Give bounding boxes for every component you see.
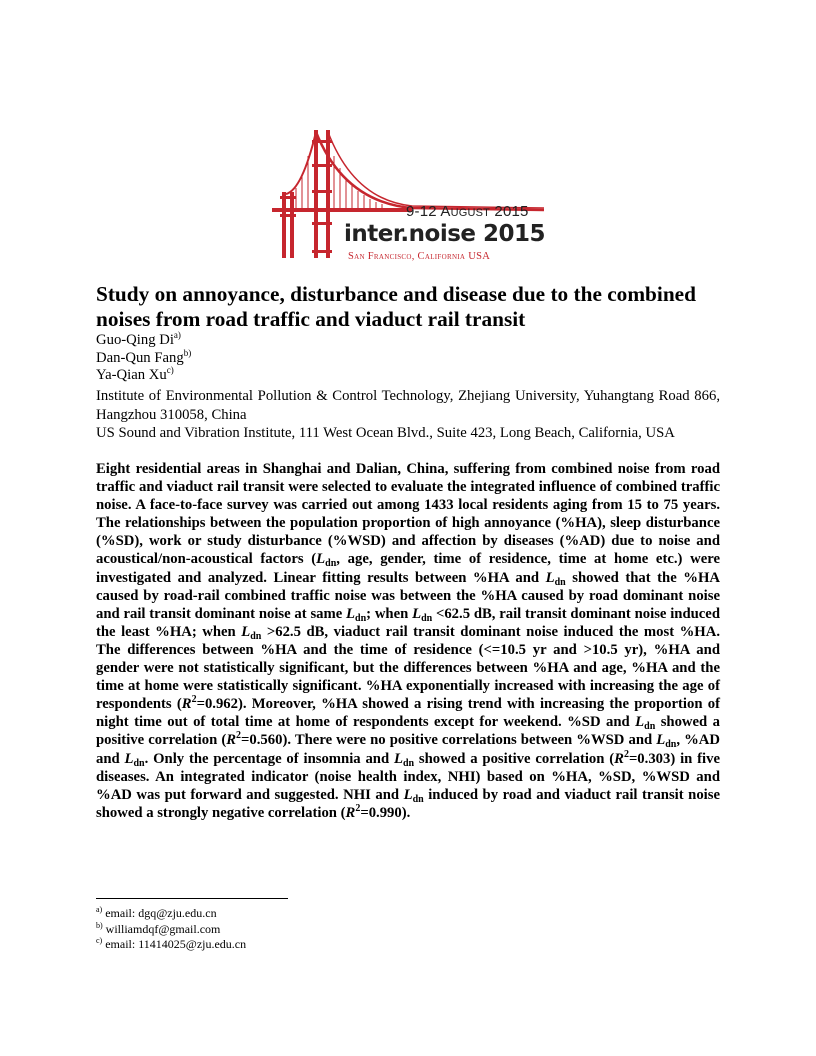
- footnote: [96, 922, 246, 938]
- symbol-L: L: [393, 750, 403, 767]
- symbol-L: L: [656, 732, 666, 749]
- symbol-L: L: [316, 551, 326, 568]
- author-name: Ya-Qian Xu: [96, 367, 167, 383]
- symbol-L: L: [635, 714, 645, 731]
- symbol-R: R: [614, 750, 624, 767]
- footnote-mark: c): [96, 936, 103, 945]
- abstract-text: <62.5 dB, rail transit dominant noise induced the least %HA; when: [96, 605, 720, 640]
- abstract-text: =0.962). Moreover, %HA showed a rising trend with increasing the proportion of night time out of total time at home of respondents except for weekend. %SD and: [96, 696, 720, 731]
- subscript-dn: dn: [421, 612, 433, 624]
- conference-name: inter.noise 2015: [344, 221, 546, 247]
- abstract-text: showed that the %HA caused by road-rail combined traffic noise was between the %HA caused by road dominant noise and rail transit dominant noise at same: [96, 569, 720, 622]
- abstract-text: =0.990).: [360, 804, 411, 821]
- author-name: Guo-Qing Di: [96, 332, 174, 348]
- footnote: [96, 937, 246, 953]
- author: [96, 367, 191, 385]
- symbol-L: L: [241, 623, 251, 640]
- subscript-dn: dn: [325, 558, 337, 570]
- affiliation: US Sound and Vibration Institute, 111 West Ocean Blvd., Suite 423, Long Beach, California, USA: [96, 425, 675, 441]
- footnote-email[interactable]: williamdqf@gmail.com: [102, 921, 221, 936]
- subscript-dn: dn: [250, 630, 262, 642]
- symbol-L: L: [403, 786, 413, 803]
- symbol-R: R: [345, 804, 356, 821]
- abstract-text: showed a positive correlation (: [96, 714, 721, 749]
- abstract-text: =0.303) in five diseases. An integrated indicator (noise health index, NHI) based on %HA, %SD, %WSD and %AD was put forward and suggested. NHI and: [96, 750, 720, 803]
- author-name: Dan-Qun Fang: [96, 349, 184, 366]
- footnote-email[interactable]: email: dgq@zju.edu.cn: [102, 906, 217, 920]
- abstract-text: Eight residential areas in Shanghai and Dalian, China, suffering from combined noise from road traffic and viaduct rail transit were selected to evaluate the integrated influence of combined traffic noise. A face-to-face survey was carried out among 1433 local residents aging from 15 to 75 years. The relationships between the population proportion of high annoyance (%HA), sleep disturbance (%SD), work or study disturbance (%WSD) and affection by diseases (%AD) due to noise and acoustical/non-acoustical factors (: [96, 461, 720, 568]
- conference-date: 9-12 August 2015: [406, 203, 529, 220]
- subscript-dn: dn: [355, 612, 367, 624]
- abstract-text: , age, gender, time of residence, time at home etc.) were investigated and analyzed. Linear fitting results between %HA and: [96, 551, 721, 586]
- author-footnote-mark: c): [166, 365, 174, 375]
- superscript-2: 2: [355, 802, 361, 814]
- abstract-text: ; when: [366, 605, 413, 622]
- footnote-mark: b): [96, 920, 103, 930]
- symbol-R: R: [181, 696, 192, 713]
- conference-location: San Francisco, California USA: [348, 251, 491, 262]
- footnote-divider: [96, 898, 288, 899]
- abstract-text: =0.560). There were no positive correlations between %WSD and: [241, 732, 657, 749]
- abstract-text: , %AD and: [96, 732, 720, 767]
- footnotes: [96, 906, 246, 953]
- author-footnote-mark: a): [173, 330, 181, 340]
- symbol-L: L: [545, 569, 555, 586]
- affiliation: Institute of Environmental Pollution & Control Technology, Zhejiang University, Yuhangtang Road 866, Hangzhou 310058, China: [96, 388, 720, 423]
- subscript-dn: dn: [644, 721, 656, 733]
- golden-gate-bridge-icon: [272, 130, 544, 268]
- abstract: [96, 460, 720, 822]
- abstract-text: showed a positive correlation (: [414, 750, 615, 767]
- superscript-2: 2: [191, 694, 197, 706]
- abstract-text: >62.5 dB, viaduct rail transit dominant noise induced the most %HA. The differences between %HA and the time of residence (<=10.5 yr and >10.5 yr), %HA and gender were not statistically significant, but the differences between %HA and age, %HA and the time at home were statistically significant. %HA exponentially increased with increasing the age of respondents (: [96, 623, 720, 713]
- author-footnote-mark: b): [183, 347, 192, 358]
- superscript-2: 2: [236, 730, 242, 742]
- author: [96, 347, 192, 368]
- subscript-dn: dn: [133, 757, 145, 769]
- paper-title: Study on annoyance, disturbance and disease due to the combined noises from road traffic and viaduct rail transit: [96, 282, 696, 331]
- author-list: [96, 332, 191, 385]
- subscript-dn: dn: [402, 757, 415, 769]
- superscript-2: 2: [623, 748, 629, 760]
- subscript-dn: dn: [412, 793, 424, 805]
- symbol-L: L: [124, 750, 134, 767]
- symbol-L: L: [412, 605, 422, 622]
- footnote-email[interactable]: email: 11414025@zju.edu.cn: [102, 937, 247, 951]
- symbol-L: L: [346, 605, 356, 622]
- abstract-text: induced by road and viaduct rail transit noise showed a strongly negative correlation (: [96, 786, 721, 821]
- symbol-R: R: [226, 732, 237, 749]
- abstract-text: . Only the percentage of insomnia and: [144, 750, 394, 767]
- subscript-dn: dn: [665, 739, 677, 751]
- subscript-dn: dn: [554, 576, 566, 588]
- author: [96, 332, 191, 350]
- conference-logo: [272, 130, 544, 268]
- footnote-mark: a): [96, 905, 103, 914]
- footnote: [96, 906, 246, 922]
